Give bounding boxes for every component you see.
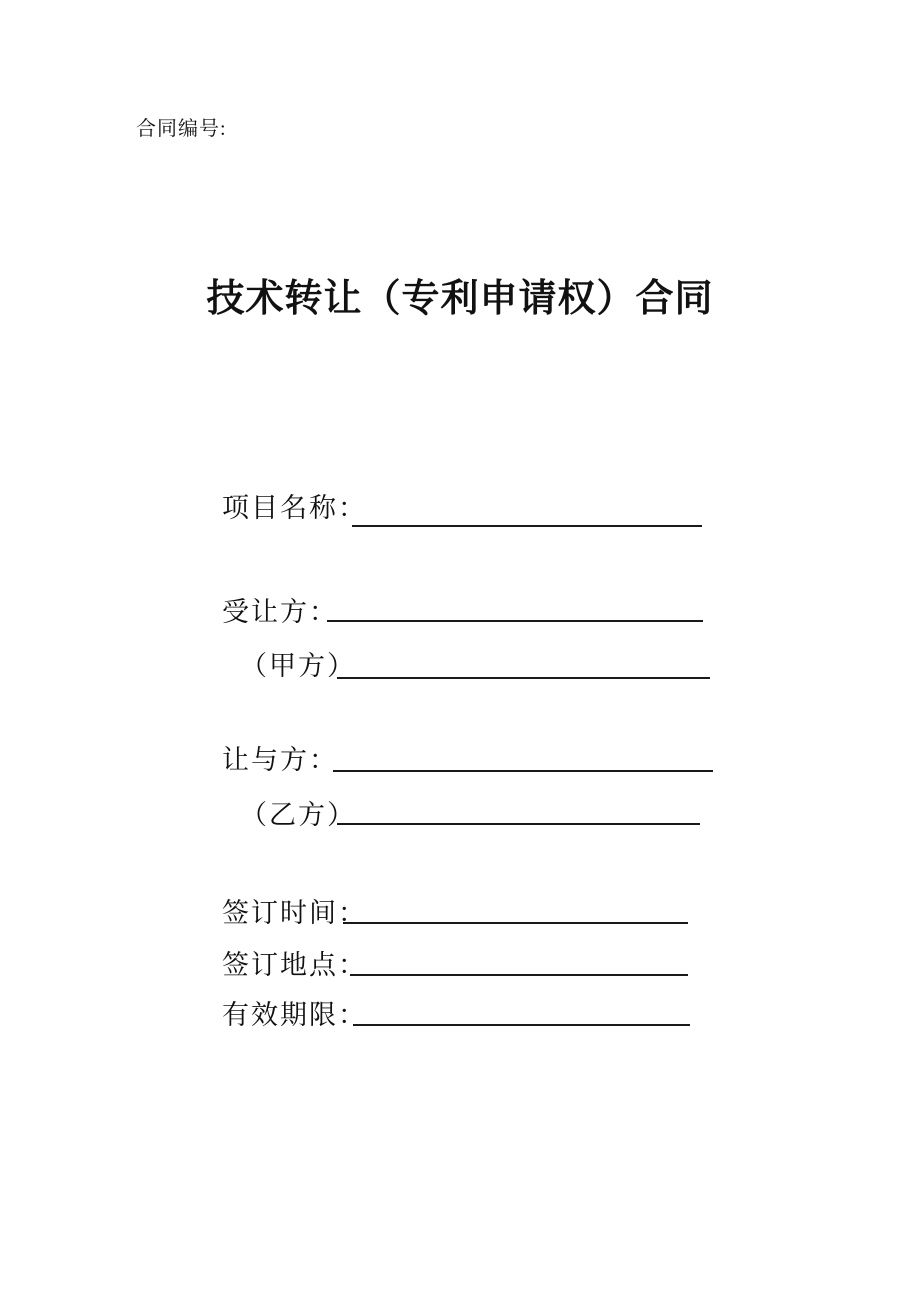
transferor-blank-line bbox=[333, 770, 713, 772]
party-a-label: （甲方） bbox=[240, 651, 356, 681]
party-b-blank-line bbox=[337, 823, 700, 825]
validity-period-blank-line bbox=[353, 1024, 690, 1026]
party-b-label: （乙方） bbox=[240, 800, 356, 830]
signing-date-label: 签订时间： bbox=[222, 898, 367, 928]
signing-place-label: 签订地点： bbox=[222, 950, 367, 980]
transferee-label: 受让方： bbox=[222, 597, 338, 627]
project-name-blank-line bbox=[352, 525, 702, 527]
project-name-label: 项目名称： bbox=[222, 493, 367, 523]
contract-number-label: 合同编号: bbox=[136, 118, 227, 140]
signing-place-blank-line bbox=[350, 974, 688, 976]
validity-period-label: 有效期限： bbox=[222, 1000, 367, 1030]
party-a-blank-line bbox=[337, 677, 710, 679]
transferee-blank-line bbox=[327, 620, 703, 622]
signing-date-blank-line bbox=[343, 922, 688, 924]
transferor-label: 让与方： bbox=[222, 745, 338, 775]
document-title: 技术转让（专利申请权）合同 bbox=[206, 278, 714, 320]
